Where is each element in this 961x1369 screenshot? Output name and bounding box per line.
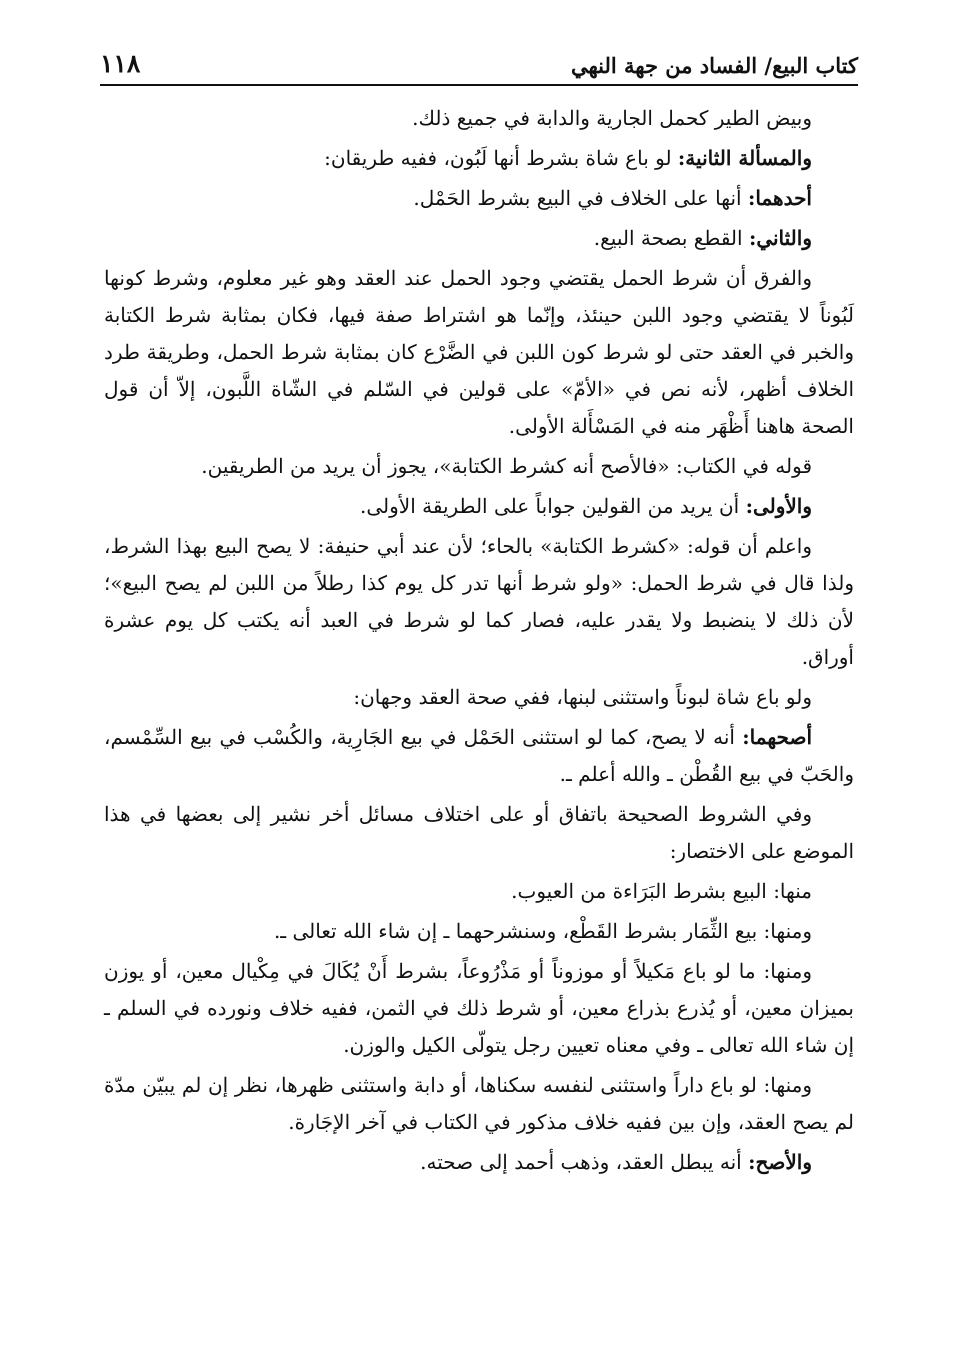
paragraph-text: أنه يبطل العقد، وذهب أحمد إلى صحته.	[420, 1150, 749, 1174]
paragraph-text: منها: البيع بشرط البَرَاءة من العيوب.	[511, 879, 812, 903]
paragraph-text: قوله في الكتاب: «فالأصح أنه كشرط الكتابة»، يجوز أن يريد من الطريقين.	[201, 454, 812, 478]
paragraph-text: وبيض الطير كحمل الجارية والدابة في جميع ذلك.	[412, 106, 812, 130]
paragraph-text: القطع بصحة البيع.	[593, 226, 749, 250]
paragraph-lead: أصحهما:	[742, 725, 813, 749]
paragraph-lead: والثاني:	[748, 226, 812, 250]
running-title: كتاب البيع/ الفساد من جهة النهي	[570, 53, 858, 78]
paragraph-text: لو باع شاة بشرط أنها لَبُون، ففيه طريقان:	[324, 146, 678, 170]
page-number: ١١٨	[100, 49, 141, 78]
body-text	[104, 100, 854, 1184]
paragraph-text: أنها على الخلاف في البيع بشرط الحَمْل.	[413, 186, 748, 210]
paragraph-lead: أحدهما:	[747, 186, 812, 210]
paragraph-text: واعلم أن قوله: «كشرط الكتابة» بالحاء؛ لأن عند أبي حنيفة: لا يصح البيع بهذا الشرط، ولذا قال في شرط الحمل: «ولو شرط أنها تدر كل يوم كذا رطلاً من اللبن لم يصح البيع»؛ لأن ذلك لا ينضبط ولا يقدر عليه، فصار كما لو شرط في العبد أنه يكتب كل يوم عشرة أوراق.	[104, 534, 854, 669]
paragraph	[104, 528, 854, 676]
paragraph-lead: والأولى:	[745, 494, 812, 518]
paragraph-text: ومنها: ما لو باع مَكيلاً أو موزوناً أو مَذْرُوعاً، بشرط أَنْ يُكَالَ في مِكْيال معين، أو يوزن بميزان معين، أو يُذرع بذراع معين، أو شرط ذلك في الثمن، ففيه خلاف ونورده في السلم ـ إن شاء الله تعالى ـ وفي معناه تعيين رجل يتولّى الكيل والوزن.	[104, 959, 854, 1057]
paragraph	[104, 913, 854, 950]
paragraph-text: ومنها: بيع الثِّمَار بشرط القَطْع، وسنشرحهما ـ إن شاء الله تعالى ـ.	[273, 919, 812, 943]
paragraph	[104, 100, 854, 137]
paragraph	[104, 140, 854, 177]
paragraph	[104, 220, 854, 257]
page-header	[100, 36, 858, 86]
paragraph	[104, 873, 854, 910]
paragraph-text: أنه لا يصح، كما لو استثنى الحَمْل في بيع الجَارِية، والكُسْب في بيع السِّمْسم، والحَبّ في بيع القُطْن ـ والله أعلم ـ.	[104, 725, 854, 786]
paragraph	[104, 448, 854, 485]
paragraph	[104, 1067, 854, 1141]
paragraph	[104, 953, 854, 1064]
paragraph	[104, 796, 854, 870]
paragraph-lead: والمسألة الثانية:	[677, 146, 812, 170]
paragraph-text: ومنها: لو باع داراً واستثنى لنفسه سكناها، أو دابة واستثنى ظهرها، نظر إن لم يبيّن مدّة لم يصح العقد، وإن بين ففيه خلاف مذكور في الكتاب في آخر الإجَارة.	[104, 1073, 854, 1134]
paragraph-text: والفرق أن شرط الحمل يقتضي وجود الحمل عند العقد وهو غير معلوم، وشرط كونها لَبُوناً لا يقتضي وجود اللبن حينئذ، وإنّما هو اشتراط صفة فيها، فكان بمثابة شرط الكتابة والخبر في العقد حتى لو شرط كون اللبن في الضَّرْع كان بمثابة شرط الحمل، وطريقة طرد الخلاف أظهر، لأنه نص في «الأمّ» على قولين في السّلم في الشّاة اللَّبون، إلاّ أن قول الصحة هاهنا أَظْهَر منه في المَسْأَلة الأولى.	[104, 266, 854, 438]
paragraph	[104, 488, 854, 525]
paragraph-lead: والأصح:	[748, 1150, 812, 1174]
paragraph	[104, 180, 854, 217]
paragraph	[104, 679, 854, 716]
paragraph-text: أن يريد من القولين جواباً على الطريقة الأولى.	[360, 494, 746, 518]
paragraph-text: ولو باع شاة لبوناً واستثنى لبنها، ففي صحة العقد وجهان:	[353, 685, 812, 709]
paragraph-text: وفي الشروط الصحيحة باتفاق أو على اختلاف مسائل أخر نشير إلى بعضها في هذا الموضع على الاختصار:	[104, 802, 854, 863]
paragraph	[104, 1144, 854, 1181]
paragraph	[104, 719, 854, 793]
paragraph	[104, 260, 854, 445]
